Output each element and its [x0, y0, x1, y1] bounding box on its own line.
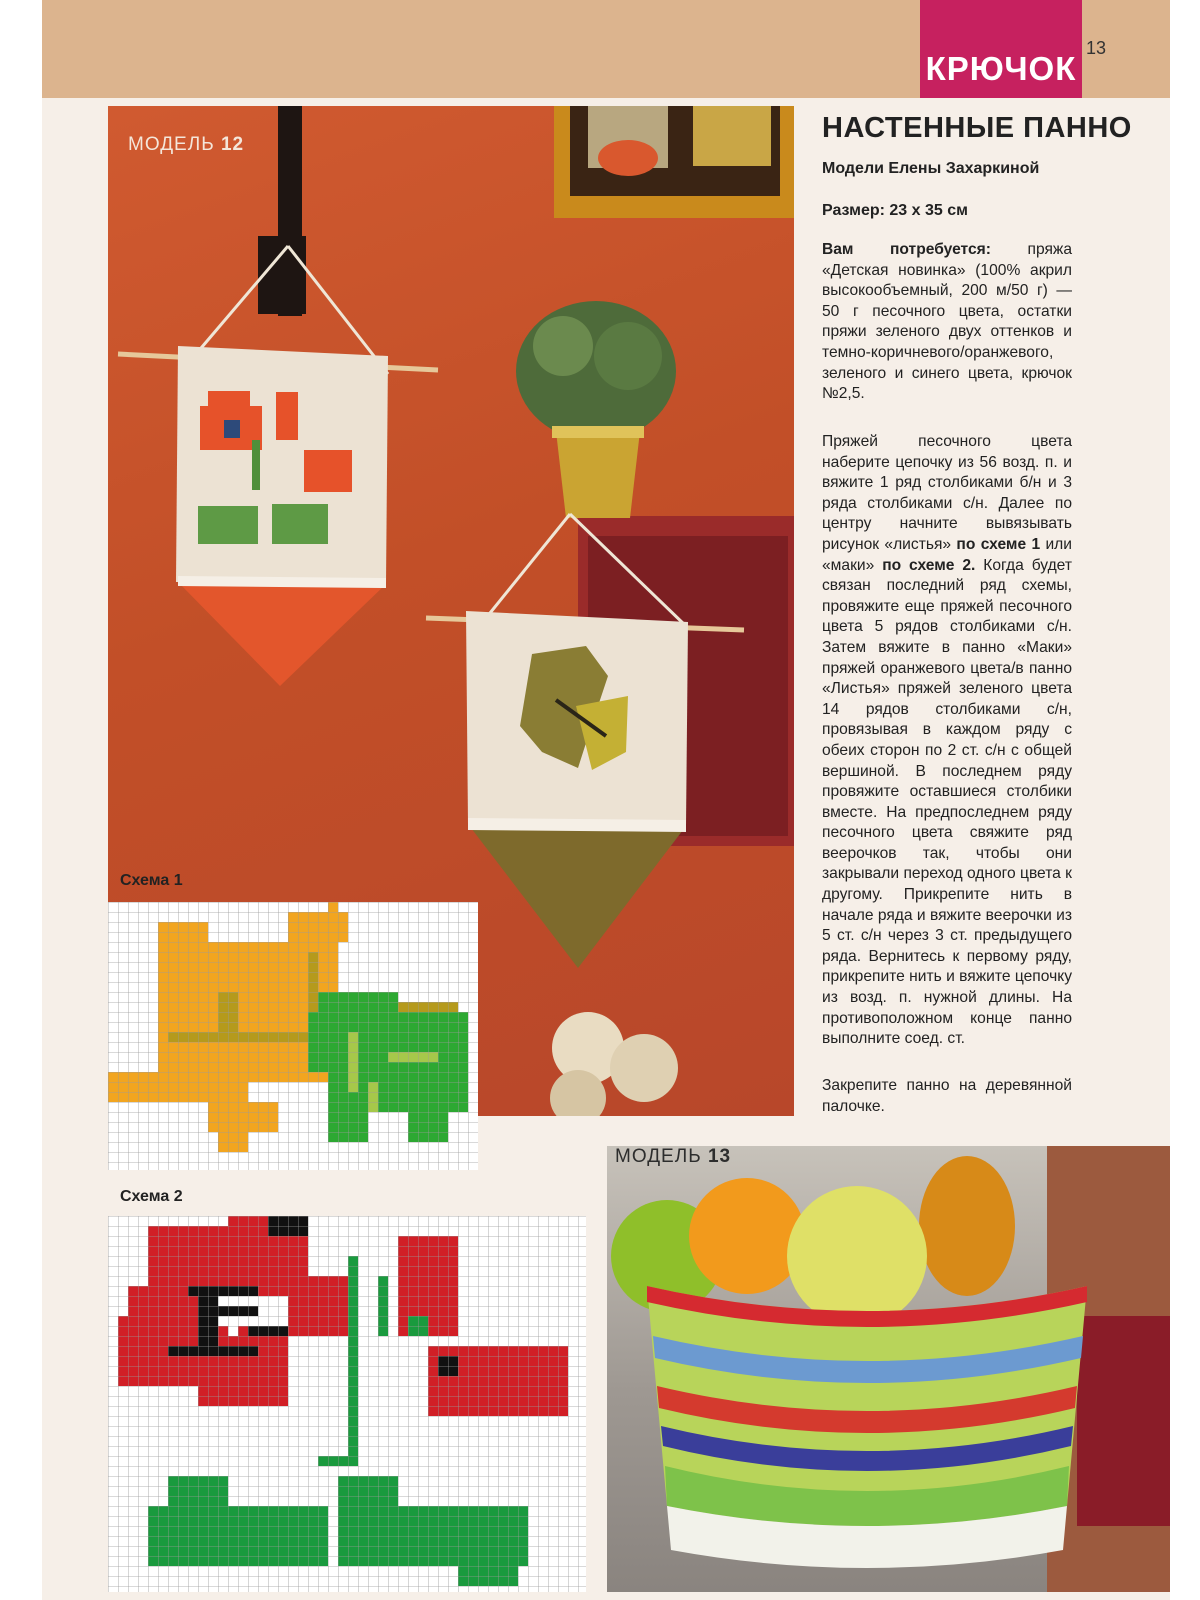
size-label: Размер:: [822, 202, 885, 219]
scheme-1-label: Схема 1: [120, 872, 183, 889]
scheme-2-grid: [108, 1216, 586, 1592]
model-12-prefix: МОДЕЛЬ: [128, 134, 215, 155]
photo-model-13: [607, 1146, 1170, 1592]
size-line: [822, 202, 968, 220]
model-12-number: 12: [220, 134, 245, 155]
instructions-part-3: Когда будет связан последний ряд схемы, провяжите еще пряжей песочного цвета 5 рядов столбиками с/н. Затем вяжите в панно «Маки» пряжей оранжевого цвета/в панно «Листья» пряжей зеленого цвета 14 рядов столбиками с/н, провязывая в каждом ряду с обеих сторон по 2 ст. с/н с общей вершиной. В последнем ряду провяжите оставшиеся столбики вместе. На предпоследнем ряду песочного цвета свяжите ряд веерочков так, чтобы они закрывали переход одного цвета к другому. Прикрепите нить в начале ряда и вяжите веерочки из 5 ст. с/н через 3 ст. предыдущего ряда. Вернитесь к первому ряду, прикрепите нить и вяжите цепочку из возд. п. нужной длины. На противоположном конце панно выполните соед. ст.: [822, 556, 1073, 1048]
basket-illustration: [607, 1146, 1170, 1592]
instructions-paragraph: [822, 432, 1072, 1050]
model-12-label: [128, 134, 244, 156]
model-13-prefix: МОДЕЛЬ: [615, 1146, 702, 1167]
scheme-2-label: Схема 2: [120, 1188, 183, 1205]
model-13-label: [615, 1146, 731, 1168]
finish-paragraph: Закрепите панно на деревянной палочке.: [822, 1077, 1072, 1115]
article-author: Модели Елены Захаркиной: [822, 160, 1040, 177]
size-value: 23 х 35 см: [889, 202, 968, 219]
article-title: НАСТЕННЫЕ ПАННО: [822, 112, 1132, 144]
materials-label: Вам потребуется:: [822, 241, 991, 258]
page-number: 13: [1086, 38, 1107, 58]
materials-paragraph: [822, 240, 1072, 405]
section-title: КРЮЧОК: [925, 50, 1077, 87]
instructions-part-2: или «маки»: [822, 535, 1072, 574]
materials-text: пряжа «Детская новинка» (100% акрил высокообъемный, 200 м/50 г) — 50 г песочного цвета, остатки пряжи зеленого двух оттенков и темно-коричневого/оранжевого, зеленого и синего цвета, крючок №2,5.: [822, 241, 1072, 403]
instructions-scheme-2-ref: по схеме 2.: [882, 556, 976, 574]
instructions-scheme-1-ref: по схеме 1: [956, 535, 1041, 553]
instructions-part-1: Пряжей песочного цвета наберите цепочку из 56 возд. п. и вяжите 1 ряд столбиками б/н и 3 ряда столбиками с/н. Далее по центру начните вывязывать рисунок «листья»: [822, 433, 1072, 553]
scheme-1-grid: [108, 902, 478, 1170]
section-tab: [920, 0, 1082, 98]
model-13-number: 13: [707, 1146, 732, 1167]
